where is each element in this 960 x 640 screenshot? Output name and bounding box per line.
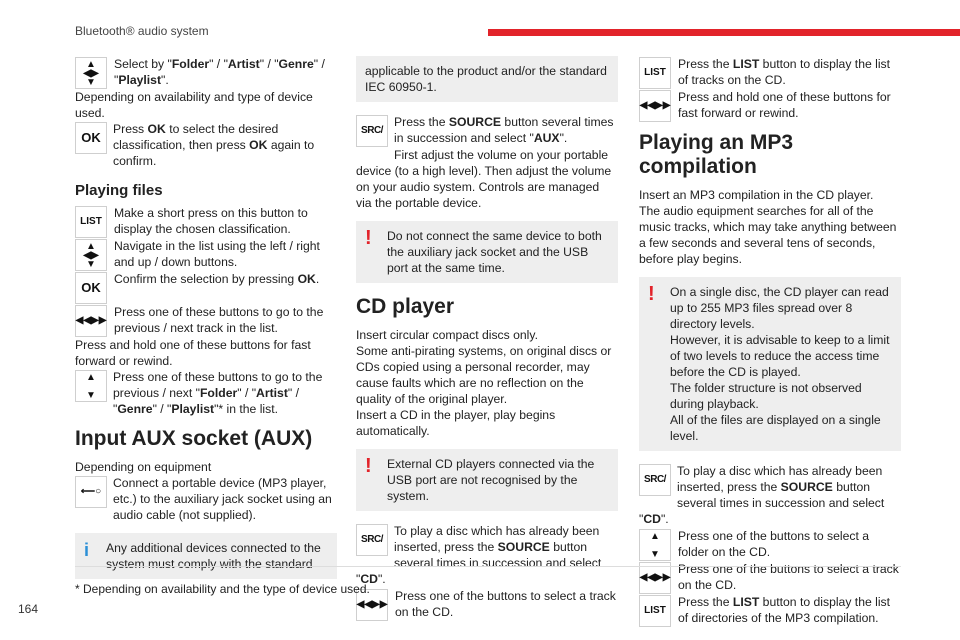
- list-tracks-item: LIST Press the LIST button to display the list of tracks on the CD.: [639, 56, 901, 88]
- select-folder-item: ▲ ▼ Press one of the buttons to select a folder on the CD.: [639, 528, 901, 560]
- info-icon: i: [84, 540, 90, 560]
- up-down-arrows-icon: ▲ ▼: [75, 370, 107, 402]
- list-item: LIST Make a short press on this button to display the chosen classification.: [75, 205, 337, 237]
- volume-text: First adjust the volume on your portable device (to a high level). Then adjust the volume on your audio system. Controls are managed via the portable device.: [356, 148, 612, 210]
- availability-text: Depending on availability and type of device used.: [75, 90, 313, 120]
- source-button-icon: SRC /: [356, 524, 388, 556]
- info-note-continued: applicable to the product and/or the standard IEC 60950-1.: [356, 56, 618, 102]
- playing-files-heading: Playing files: [75, 182, 163, 199]
- list-button-icon: LIST: [639, 595, 671, 627]
- mp3-heading: Playing an MP3 compilation: [639, 131, 794, 178]
- cd-player-heading: CD player: [356, 295, 455, 318]
- warning-icon: !: [648, 283, 655, 305]
- column-1: [75, 56, 337, 591]
- hold-text: Press and hold one of these buttons for fast forward or rewind.: [75, 338, 311, 368]
- cd-track-item: ◀◀▶▶ Press one of the buttons to select a track on the CD.: [356, 589, 616, 619]
- cd-text: Insert circular compact discs only. Some anti-pirating systems, on original discs or CDs copied using a personal recorder, may cause faults which are no reflection on the quality of the original player. Insert a CD in the player, play begins automatically.: [356, 328, 612, 438]
- jack-plug-icon: ⟵○: [75, 476, 107, 508]
- ok-button-icon: OK: [75, 272, 107, 304]
- warning-note-3: ! On a single disc, the CD player can read up to 255 MP3 files spread over 8 directory levels. However, it is advisable to keep to a limit of two levels to reduce the access time before the CD is played. The folder structure is not observed during playback. All of the files are displayed on a single level.: [639, 277, 901, 451]
- aux-item: ⟵○ Connect a portable device (MP3 player, etc.) to the auxiliary jack socket using an audio cable (not supplied).: [75, 475, 337, 523]
- column-2: [356, 56, 618, 621]
- prev-next-icon: ◀◀▶▶: [639, 562, 671, 594]
- prev-next-icon: ◀◀▶▶: [75, 305, 107, 337]
- ok-button-icon: OK: [75, 122, 107, 154]
- select-classification-item: ▲ ◀▶ ▼ Select by "Folder" / "Artist" / "Genre" / "Playlist".: [75, 56, 337, 88]
- source-aux-item: SRC / Press the SOURCE button several times in succession and select "AUX".: [356, 114, 618, 146]
- confirm-item: OK Confirm the selection by pressing OK.: [75, 271, 337, 302]
- column-3: [639, 56, 901, 627]
- list-dirs-item: LIST Press the LIST button to display the list of directories of the MP3 compilation.: [639, 594, 901, 626]
- select-track-item: ◀◀▶▶ Press one of the buttons to select a track on the CD.: [639, 562, 899, 592]
- warning-icon: !: [365, 455, 372, 477]
- warning-note-1: ! Do not connect the same device to both the auxiliary jack socket and the USB port at the same time.: [356, 221, 618, 283]
- page-number: 164: [18, 602, 39, 616]
- source-button-icon: SRC /: [356, 115, 388, 147]
- track-item: ◀◀▶▶ Press one of these buttons to go to the previous / next track in the list.: [75, 305, 324, 335]
- four-way-arrows-icon: ▲ ◀▶ ▼: [75, 57, 107, 89]
- play-mp3-item: SRC / To play a disc which has already been inserted, press the SOURCE button several times in succession and select "CD".: [639, 464, 885, 526]
- source-button-icon: SRC /: [639, 464, 671, 496]
- info-note: i Any additional devices connected to the system must comply with the standard: [75, 533, 337, 579]
- folder-item: ▲ ▼ Press one of these buttons to go to the previous / next "Folder" / "Artist" / "Genre" / "Playlist"* in the list.: [75, 369, 337, 417]
- mp3-text: Insert an MP3 compilation in the CD player. The audio equipment searches for all of the music tracks, which may take anything between a few seconds and several tens of seconds, before play begins.: [639, 188, 897, 266]
- prev-next-icon: ◀◀▶▶: [639, 90, 671, 122]
- hold-item: ◀◀▶▶ Press and hold one of these buttons for fast forward or rewind.: [639, 90, 891, 120]
- warning-icon: !: [365, 227, 372, 249]
- ok-item: OK Press OK to select the desired classification, then press OK again to confirm.: [75, 121, 337, 169]
- header-accent-bar: [488, 29, 960, 36]
- aux-heading: Input AUX socket (AUX): [75, 427, 313, 450]
- warning-note-2: ! External CD players connected via the USB port are not recognised by the system.: [356, 449, 618, 511]
- list-button-icon: LIST: [639, 57, 671, 89]
- footnote: * Depending on availability and the type of device used.: [75, 566, 901, 597]
- up-down-arrows-icon: ▲ ▼: [639, 529, 671, 561]
- aux-depending: Depending on equipment: [75, 460, 212, 474]
- prev-next-icon: ◀◀▶▶: [356, 589, 388, 621]
- list-button-icon: LIST: [75, 206, 107, 238]
- navigate-item: ▲ ◀▶ ▼ Navigate in the list using the left / right and up / down buttons.: [75, 238, 337, 270]
- four-way-arrows-icon: ▲ ◀▶ ▼: [75, 239, 107, 271]
- running-header: Bluetooth® audio system: [75, 24, 209, 38]
- play-cd-item: SRC / To play a disc which has already been inserted, press the SOURCE button several times in succession and select "CD".: [356, 524, 602, 586]
